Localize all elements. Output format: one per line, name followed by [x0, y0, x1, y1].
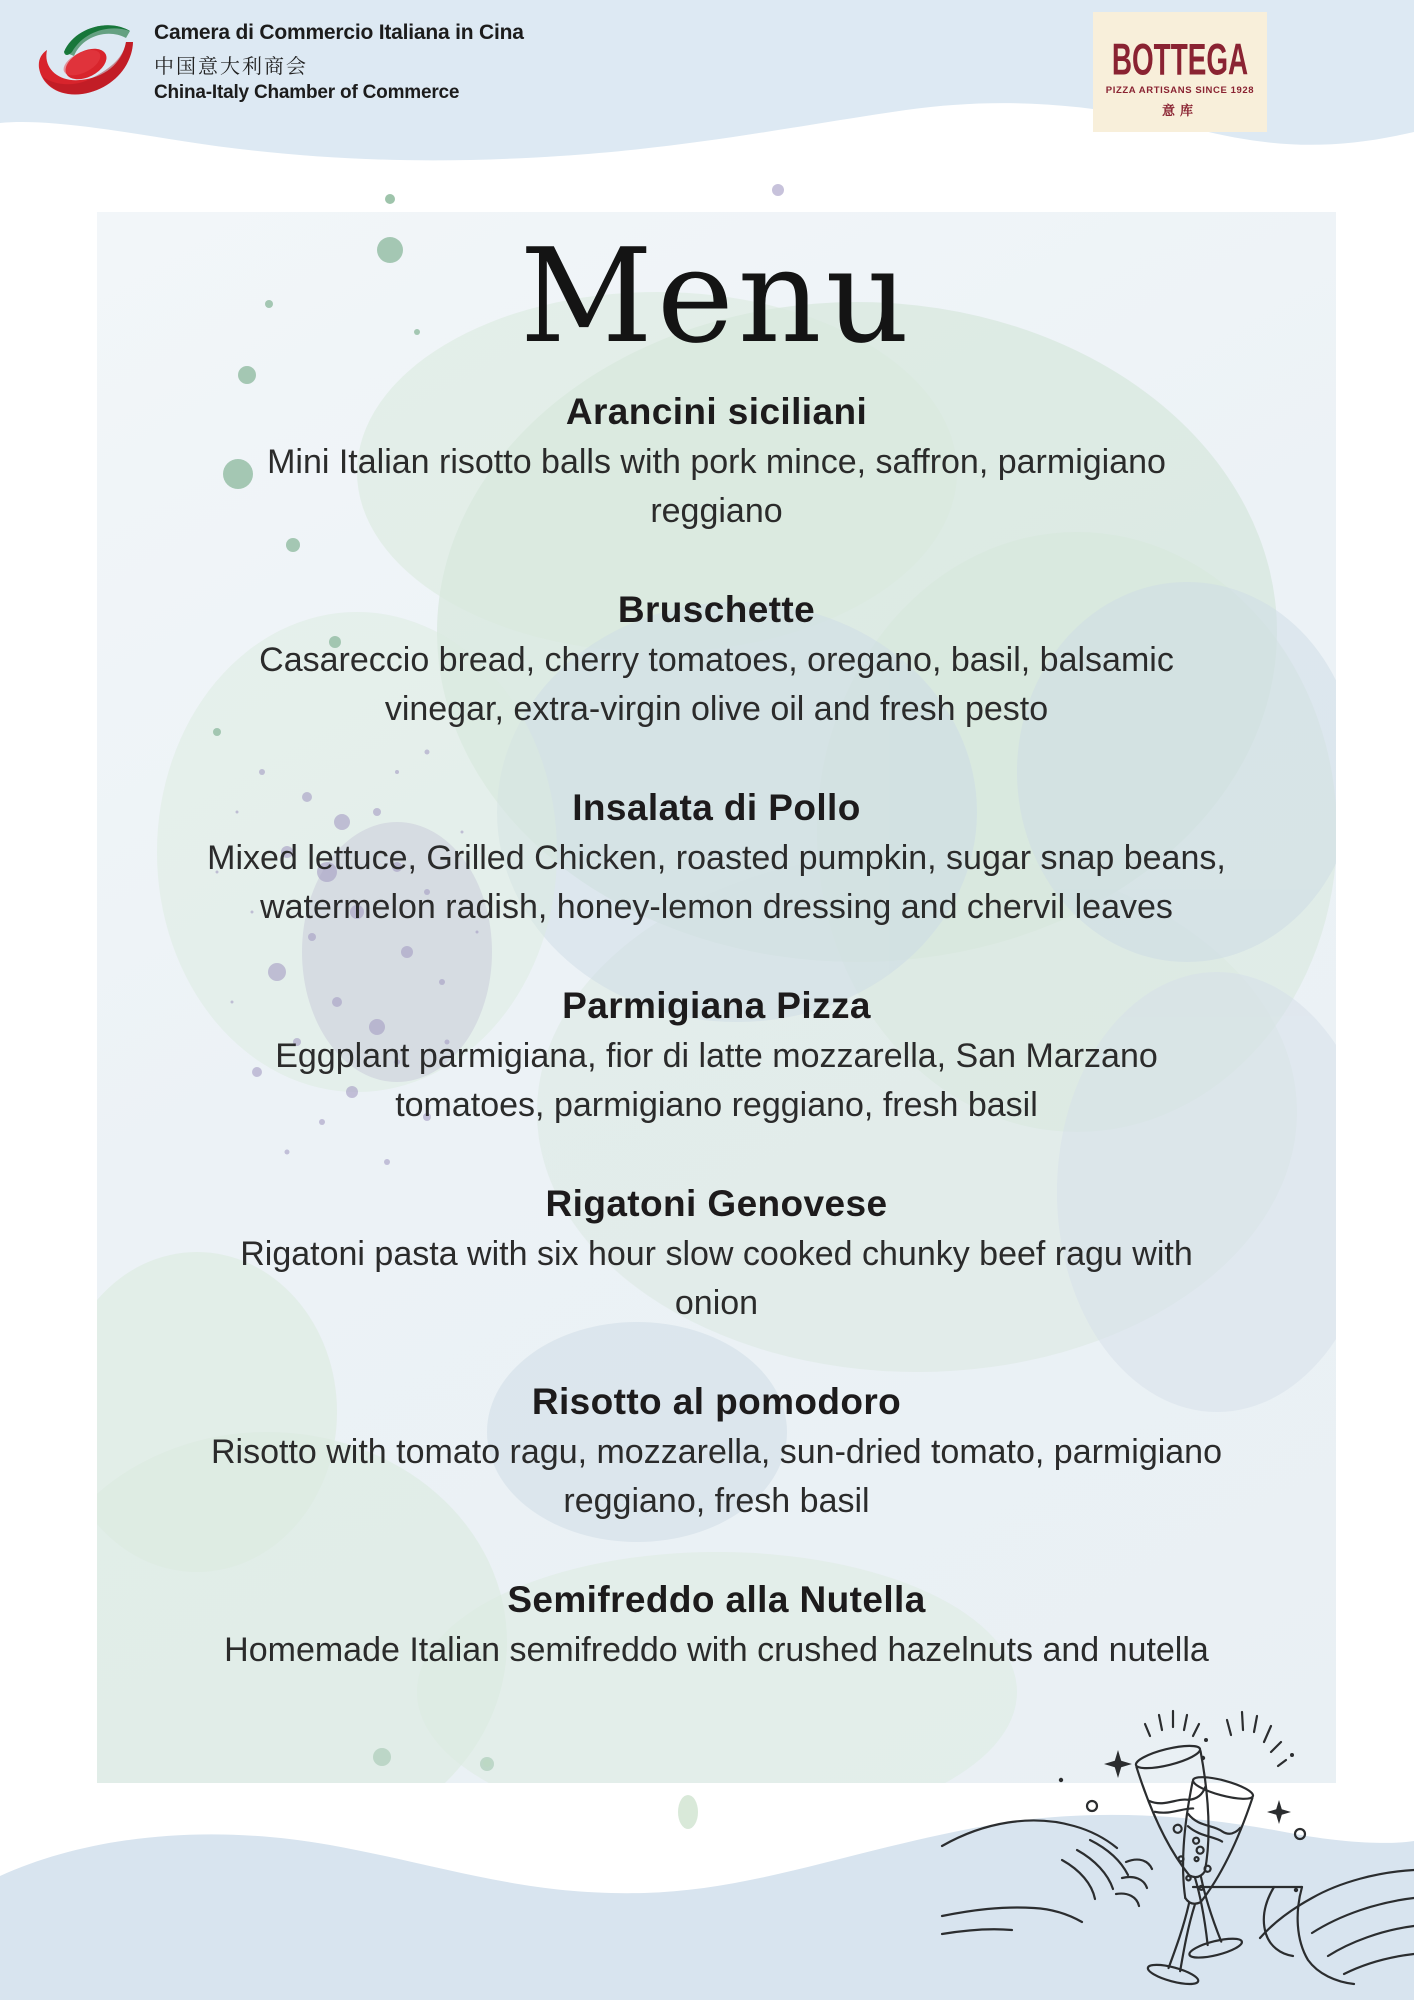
menu-item: [97, 586, 1336, 734]
cicc-brand: [34, 16, 524, 108]
menu-item-description: Eggplant parmigiana, fior di latte mozzarella, San Marzano tomatoes, parmigiano reggiano, fresh basil: [275, 1037, 1158, 1125]
cicc-text-block: [154, 20, 524, 104]
menu-item-heading: Semifreddo alla Nutella: [507, 1579, 926, 1621]
right-hand: [1193, 1870, 1414, 1984]
bottega-wordmark: BOTTEGA: [1111, 35, 1249, 85]
cicc-title: Camera di Commercio Italiana in Cina: [154, 20, 524, 44]
menu-item-heading: Risotto al pomodoro: [531, 1381, 902, 1423]
menu-item: [97, 784, 1336, 932]
sparkle-stars: [1059, 1738, 1298, 1892]
sparkle-rays: [1145, 1711, 1286, 1766]
menu-item: [97, 1576, 1336, 1675]
menu-item: [97, 1378, 1336, 1526]
menu-item-description: Homemade Italian semifreddo with crushed hazelnuts and nutella: [224, 1631, 1209, 1670]
menu-item-heading: Bruschette: [617, 589, 816, 631]
menu-item-heading: Insalata di Pollo: [572, 787, 861, 829]
menu-item: [97, 982, 1336, 1130]
menu-item: [97, 1180, 1336, 1328]
cicc-subtitle-en: China-Italy Chamber of Commerce: [154, 82, 460, 104]
menu-item: [97, 388, 1336, 536]
menu-item-heading: Rigatoni Genovese: [545, 1183, 888, 1225]
bottega-name-zh: 意库: [1161, 103, 1198, 118]
bottega-tagline: PIZZA ARTISANS SINCE 1928: [1105, 85, 1255, 96]
menu-item-description: Mixed lettuce, Grilled Chicken, roasted pumpkin, sugar snap beans, watermelon radish, honey-lemon dressing and chervil leaves: [207, 839, 1226, 927]
menu-item-description: Risotto with tomato ragu, mozzarella, sun-dried tomato, parmigiano reggiano, fresh basil: [210, 1433, 1223, 1521]
menu-item-description: Mini Italian risotto balls with pork mince, saffron, parmigiano reggiano: [267, 443, 1166, 531]
champagne-toast-illustration: [940, 1700, 1414, 2000]
page-title: Menu: [519, 220, 914, 372]
menu-item-heading: Parmigiana Pizza: [562, 985, 871, 1027]
menu-item-heading: Arancini siciliani: [565, 391, 868, 433]
menu-item-description: Casareccio bread, cherry tomatoes, oregano, basil, balsamic vinegar, extra-virgin olive oil and fresh pesto: [259, 641, 1174, 729]
left-hand: [942, 1820, 1152, 1934]
cicc-subtitle-zh: 中国意大利商会: [154, 56, 308, 79]
cicc-logo-icon: [34, 16, 138, 108]
bottega-logo: [1093, 12, 1267, 132]
menu-content: [97, 212, 1336, 1725]
menu-item-description: Rigatoni pasta with six hour slow cooked chunky beef ragu with onion: [240, 1235, 1193, 1323]
